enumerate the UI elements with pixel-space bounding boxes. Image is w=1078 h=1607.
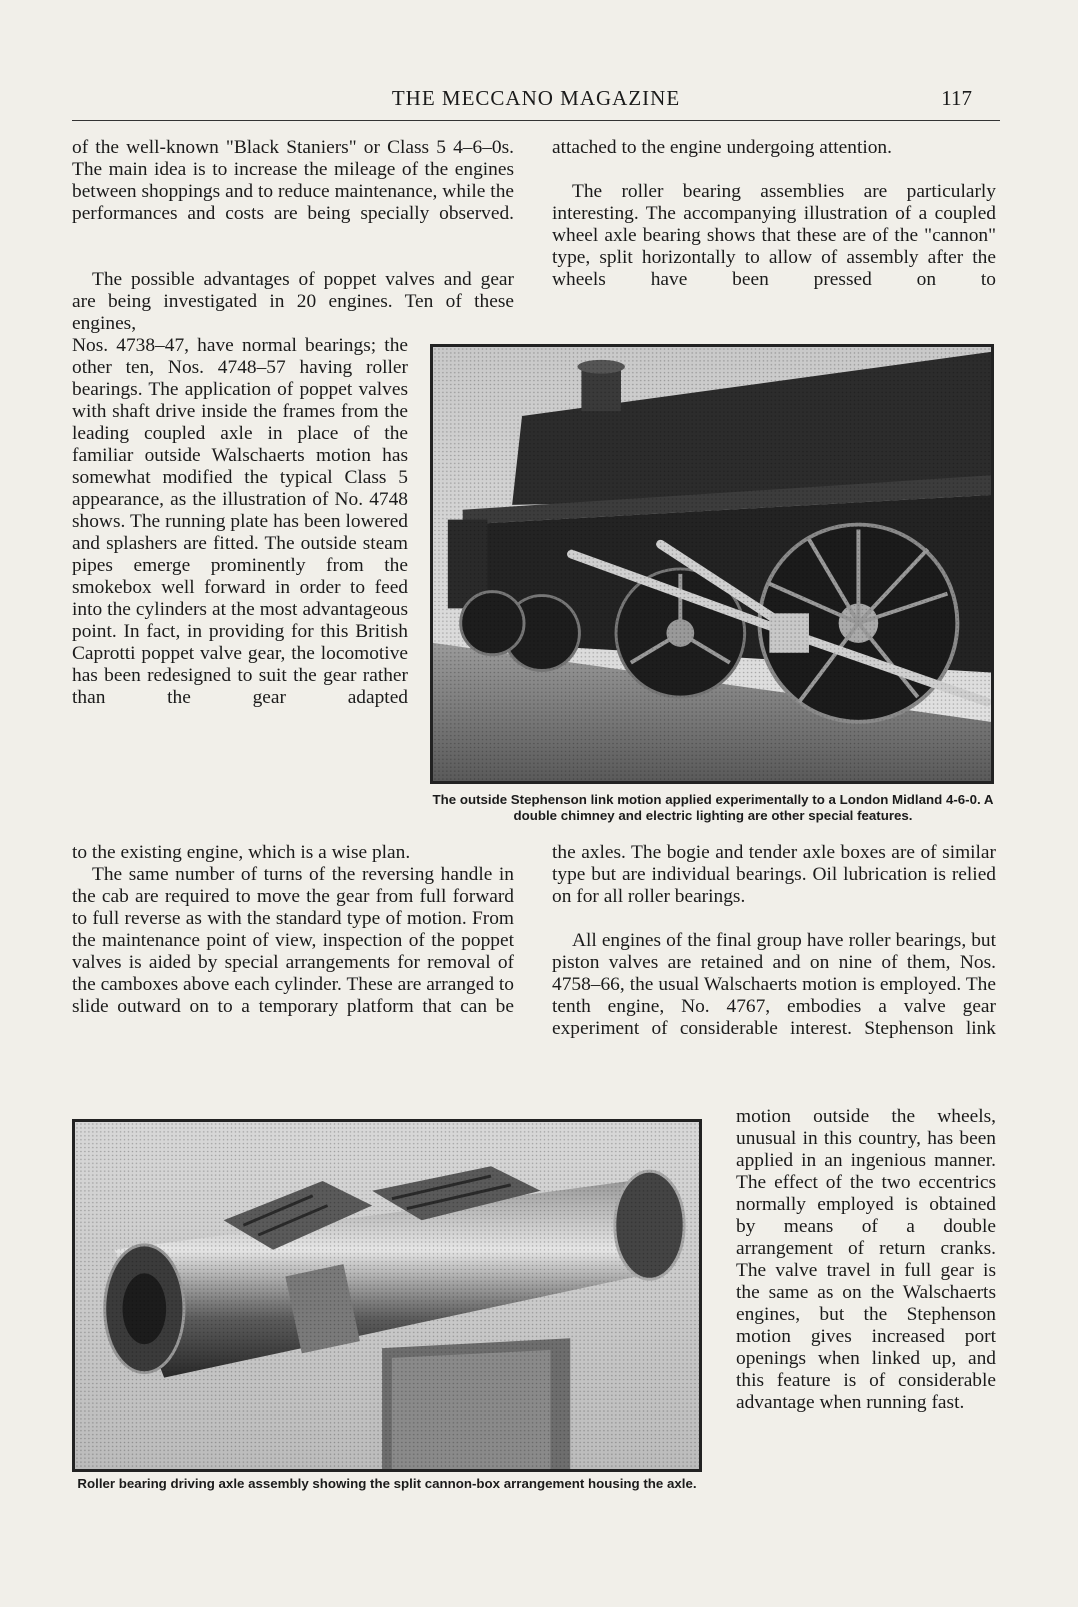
right-paragraph-2: The roller bearing assemblies are particularly interesting. The accompanying illustration of a coupled wheel axle bearing shows that these are of the "cannon" type, split horizontally to allow of assembly after the wheels have been pressed on to: [552, 181, 996, 290]
locomotive-caption: The outside Stephenson link motion applied experimentally to a London Midland 4-6-0. A double chimney and electric lighting are other special features.: [432, 792, 994, 823]
right-paragraph-2-continued: the axles. The bogie and tender axle boxes are of similar type but are individual bearings. Oil lubrication is relied on for all roller bearings.: [552, 842, 996, 907]
left-paragraph-2-end: to the existing engine, which is a wise plan.: [72, 842, 411, 863]
left-paragraph-3: The same number of turns of the reversing handle in the cab are required to move the gear from full forward to full reverse as with the standard type of motion. From the maintenance point of view, inspection of the poppet valves is aided by special arrangements for removal of the camboxes above each cylinder. These are arranged to slide outward on to a temporary platform that can be: [72, 864, 514, 1017]
locomotive-photo: [430, 344, 994, 784]
left-paragraph-1: of the well-known "Black Staniers" or Class 5 4–6–0s. The main idea is to increase the mileage of the engines between shoppings and to reduce maintenance, while the performances and costs are being specially observed.: [72, 137, 514, 224]
left-paragraph-2-top: The possible advantages of poppet valves and gear are being investigated in 20 engines. Ten of these engines,: [72, 269, 514, 334]
right-paragraph-1: attached to the engine undergoing attention.: [552, 137, 892, 158]
left-paragraph-2-narrow: Nos. 4738–47, have normal bearings; the other ten, Nos. 4748–57 having roller bearings. The application of poppet valves with shaft drive inside the frames from the leading coupled axle in place of the familiar outside Walschaerts motion has somewhat modified the typical Class 5 appearance, as the illustration of No. 4748 shows. The running plate has been lowered and splashers are fitted. The outside steam pipes emerge prominently from the smokebox well forward in order to feed into the cylinders at the most advantageous point. In fact, in providing for this British Caprotti poppet valve gear, the locomotive has been redesigned to suit the gear rather than the gear adapted: [72, 335, 408, 708]
header-rule: [72, 120, 1000, 121]
axle-assembly-caption: Roller bearing driving axle assembly showing the split cannon-box arrangement housing the axle.: [77, 1476, 697, 1491]
axle-assembly-photo: [72, 1119, 702, 1472]
right-paragraph-3-narrow: motion outside the wheels, unusual in this country, has been applied in an ingenious manner. The effect of the two eccentrics normally employed is obtained by means of a double arrangement of return cranks. The valve travel in full gear is the same as on the Walschaerts engines, but the Stephenson motion gives increased port openings when linked up, and this feature is of considerable advantage when running fast.: [736, 1106, 996, 1413]
right-paragraph-3: All engines of the final group have roller bearings, but piston valves are retained and on nine of them, Nos. 4758–66, the usual Walschaerts motion is employed. The tenth engine, No. 4767, embodies a valve gear experiment of considerable interest. Stephenson link: [552, 930, 996, 1039]
page-header: [72, 86, 1000, 116]
magazine-title: THE MECCANO MAGAZINE: [391, 86, 681, 110]
page-number: 117: [941, 86, 972, 110]
